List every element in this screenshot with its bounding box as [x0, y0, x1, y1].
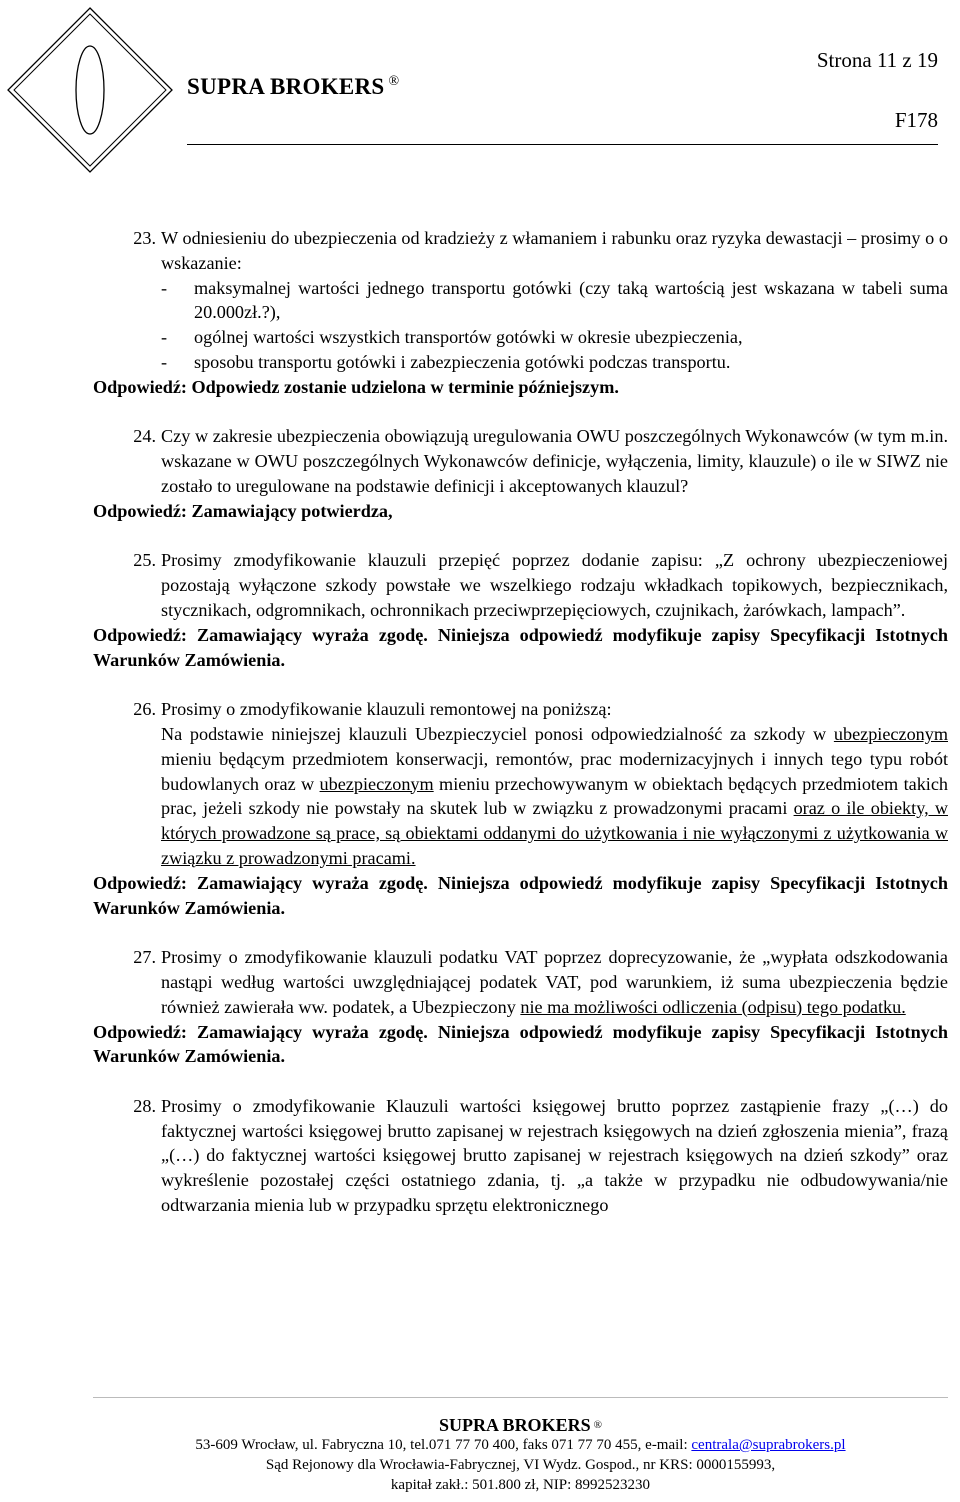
question-number: 27. — [133, 947, 156, 968]
answer-25: Odpowiedź: Zamawiający wyraża zgodę. Niniejsza odpowiedź modyfikuje zapisy Specyfikacji Istotnych Warunków Zamówienia. — [93, 624, 948, 670]
question-25 — [93, 548, 948, 622]
list-item: - maksymalnej wartości jednego transportu gotówki (czy taką wartością jest wskazana w tabeli suma 20.000zł.?), — [161, 277, 948, 323]
footer-address: 53-609 Wrocław, ul. Fabryczna 10, tel.071 77 70 400, faks 071 77 70 455, e-mail: centrala@suprabrokers.pl — [195, 1437, 846, 1453]
registered-mark: ® — [388, 74, 400, 89]
question-text: Prosimy zmodyfikowanie klauzuli przepięć poprzez dodanie zapisu: „Z ochrony ubezpieczeniowej pozostają wyłączone szkody powstałe we wszelkiego rodzaju wkładkach topikowych, bezpiecznikach, stycznikach, odgromnikach, ochronnikach przeciwprzepięciowych, czujnikach, żarówkach, lampach”. — [161, 550, 948, 620]
answer-24: Odpowiedź: Zamawiający potwierdza, — [93, 500, 393, 521]
question-28 — [93, 1094, 948, 1218]
question-text: Prosimy o zmodyfikowanie klauzuli podatku VAT poprzez doprecyzowanie, że „wypłata odszkodowania nastąpi według wartości uwzględniającej podatek VAT, pod warunkiem, iż suma ubezpieczenia będzie również zawierała ww. podatek, a Ubezpieczony nie ma możliwości odliczenia (odpisu) tego podatku. — [161, 947, 948, 1017]
header-divider — [187, 144, 938, 145]
question-27 — [93, 945, 948, 1019]
question-number: 25. — [133, 550, 156, 571]
question-number: 23. — [133, 228, 156, 248]
list-item: - sposobu transportu gotówki i zabezpieczenia gotówki podczas transportu. — [161, 351, 731, 372]
footer-brand: SUPRA BROKERS ® — [439, 1415, 602, 1435]
answer-23: Odpowiedź: Odpowiedz zostanie udzielona w terminie późniejszym. — [93, 376, 619, 397]
question-number: 28. — [133, 1095, 156, 1116]
document-code: F178 — [894, 108, 938, 132]
answer-26: Odpowiedź: Zamawiający wyraża zgodę. Niniejsza odpowiedź modyfikuje zapisy Specyfikacji Istotnych Warunków Zamówienia. — [93, 872, 948, 918]
question-text: Prosimy o zmodyfikowanie klauzuli remontowej na poniższą: — [161, 699, 612, 720]
list-item: - ogólnej wartości wszystkich transportów gotówki w okresie ubezpieczenia, — [161, 327, 743, 348]
question-number: 26. — [133, 699, 156, 720]
company-logo-icon — [0, 0, 180, 180]
clause-text: Na podstawie niniejszej klauzuli Ubezpieczyciel ponosi odpowiedzialność za szkody w ubezpieczonym mieniu będącym przedmiotem konserwacji, remontów, prac modernizacyjnych i innych tego typu robót budowlanych oraz w ubezpieczonym mieniu przechowywanym w obiektach będących przedmiotem takich prac, jeżeli szkody nie powstały na skutek lub w związku z prowadzonymi pracami oraz o ile obiekty, w których prowadzone są prace, są obiektami oddanymi do użytkowania i nie wyłączonymi z użytkowania w związku z prowadzonymi pracami. — [161, 723, 949, 868]
page-number: Strona 11 z 19 — [816, 48, 938, 72]
document-body — [93, 226, 948, 1218]
footer-divider — [93, 1397, 948, 1398]
footer-court: Sąd Rejonowy dla Wrocławia-Fabrycznej, VI Wydz. Gospod., nr KRS: 0000155993, — [265, 1457, 776, 1473]
answer-27: Odpowiedź: Zamawiający wyraża zgodę. Niniejsza odpowiedź modyfikuje zapisy Specyfikacji Istotnych Warunków Zamówienia. — [93, 1021, 948, 1067]
header-brand: SUPRA BROKERS ® — [187, 74, 400, 99]
question-text: Czy w zakresie ubezpieczenia obowiązują uregulowania OWU poszczególnych Wykonawców (w tym m.in. wskazane w OWU poszczególnych Wykonawców definicje, wyłączenia, limity, klauzule) o ile w SIWZ nie zostało to uregulowane na podstawie definicji i akceptowanych klauzul? — [161, 426, 948, 496]
question-26 — [93, 697, 948, 871]
email-link[interactable]: centrala@suprabrokers.pl — [691, 1437, 846, 1453]
question-24 — [93, 424, 948, 498]
registered-mark: ® — [593, 1419, 602, 1431]
footer — [93, 1415, 948, 1495]
question-number: 24. — [133, 426, 156, 447]
question-text: W odniesieniu do ubezpieczenia od kradzieży z włamaniem i rabunku oraz ryzyka dewastacji – prosimy o o wskazanie: — [161, 228, 948, 273]
footer-capital: kapitał zakł.: 501.800 zł, NIP: 8992523230 — [390, 1477, 651, 1493]
question-23 — [93, 226, 948, 375]
question-text: Prosimy o zmodyfikowanie Klauzuli wartości księgowej brutto poprzez zastąpienie frazy „(…) do faktycznej wartości księgowej brutto zapisanej w rejestrach księgowych na dzień zgłoszenia mienia”, frazą „(…) do faktycznej wartości księgowej brutto zapisanej w rejestrach księgowych na dzień szkody” oraz wykreślenie pozostałej części ostatniego zdania, tj. „a także w przypadku nie odbudowywania/nie odtwarzania mienia lub w przypadku sprzętu elektronicznego — [161, 1095, 948, 1216]
